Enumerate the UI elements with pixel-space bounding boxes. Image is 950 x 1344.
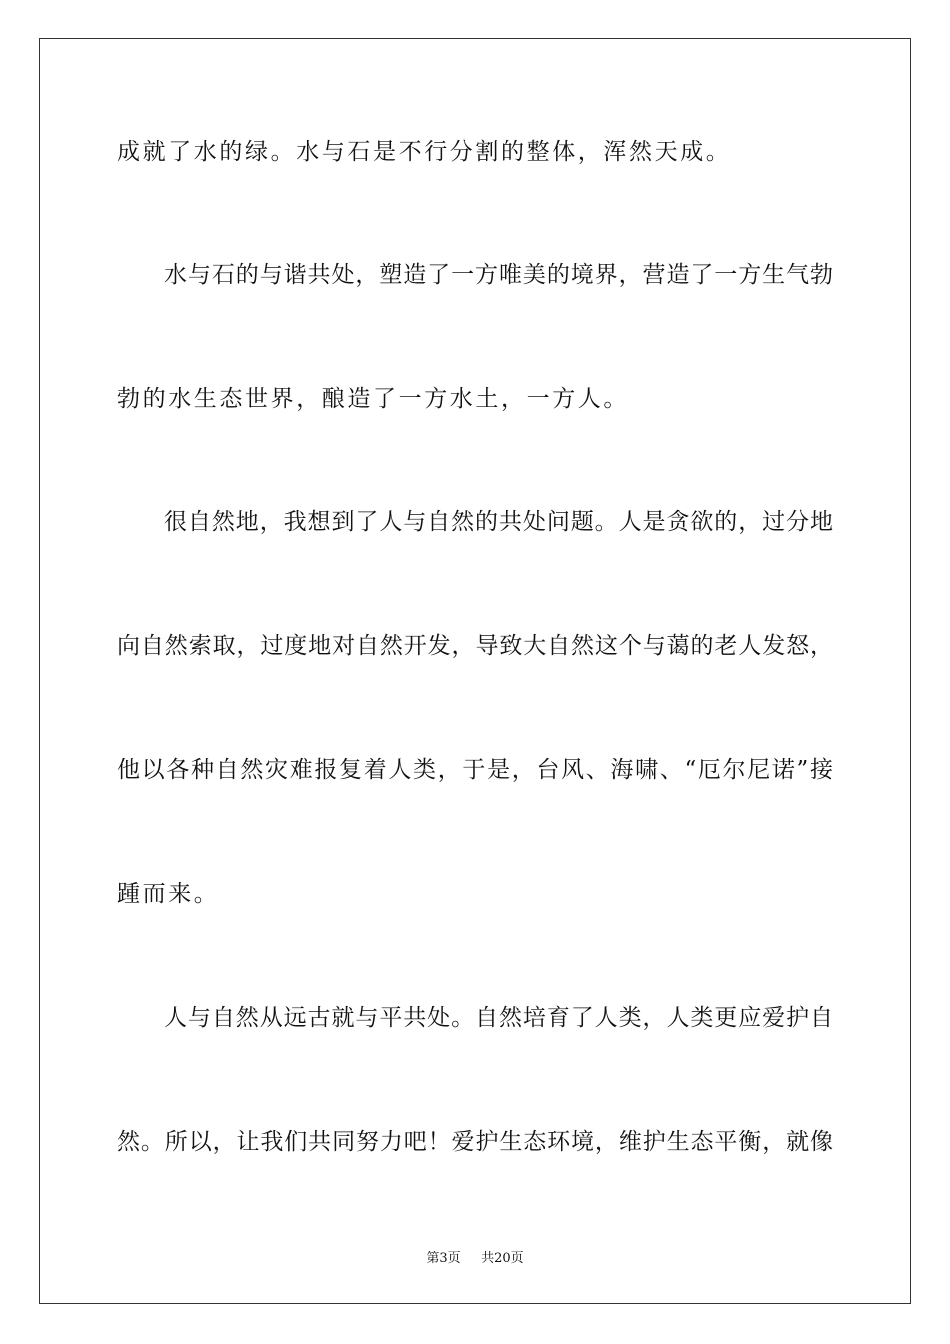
total-pages: 共20页: [481, 1251, 524, 1266]
text-line-8: 人与自然从远古就与平共处。自然培育了人类，人类更应爱护自: [164, 1005, 833, 1031]
text-line-6: 他以各种自然灾难报复着人类，于是，台风、海啸、“厄尔尼诺”接: [117, 757, 833, 783]
page-border: [39, 38, 911, 1304]
text-line-3: 勃的水生态世界，酿造了一方水土，一方人。: [117, 386, 629, 412]
text-line-7: 踵而来。: [117, 881, 220, 907]
page-number: 第3页: [426, 1251, 461, 1266]
page-footer: [0, 1247, 950, 1266]
text-line-4: 很自然地，我想到了人与自然的共处问题。人是贪欲的，过分地: [164, 509, 833, 535]
text-line-5: 向自然索取，过度地对自然开发，导致大自然这个与蔼的老人发怒，: [117, 633, 833, 659]
text-line-1: 成就了水的绿。水与石是不行分割的整体，浑然天成。: [117, 139, 732, 165]
text-line-9: 然。所以，让我们共同努力吧！爱护生态环境，维护生态平衡，就像: [117, 1129, 833, 1155]
text-line-2: 水与石的与谐共处，塑造了一方唯美的境界，营造了一方生气勃: [164, 262, 833, 288]
